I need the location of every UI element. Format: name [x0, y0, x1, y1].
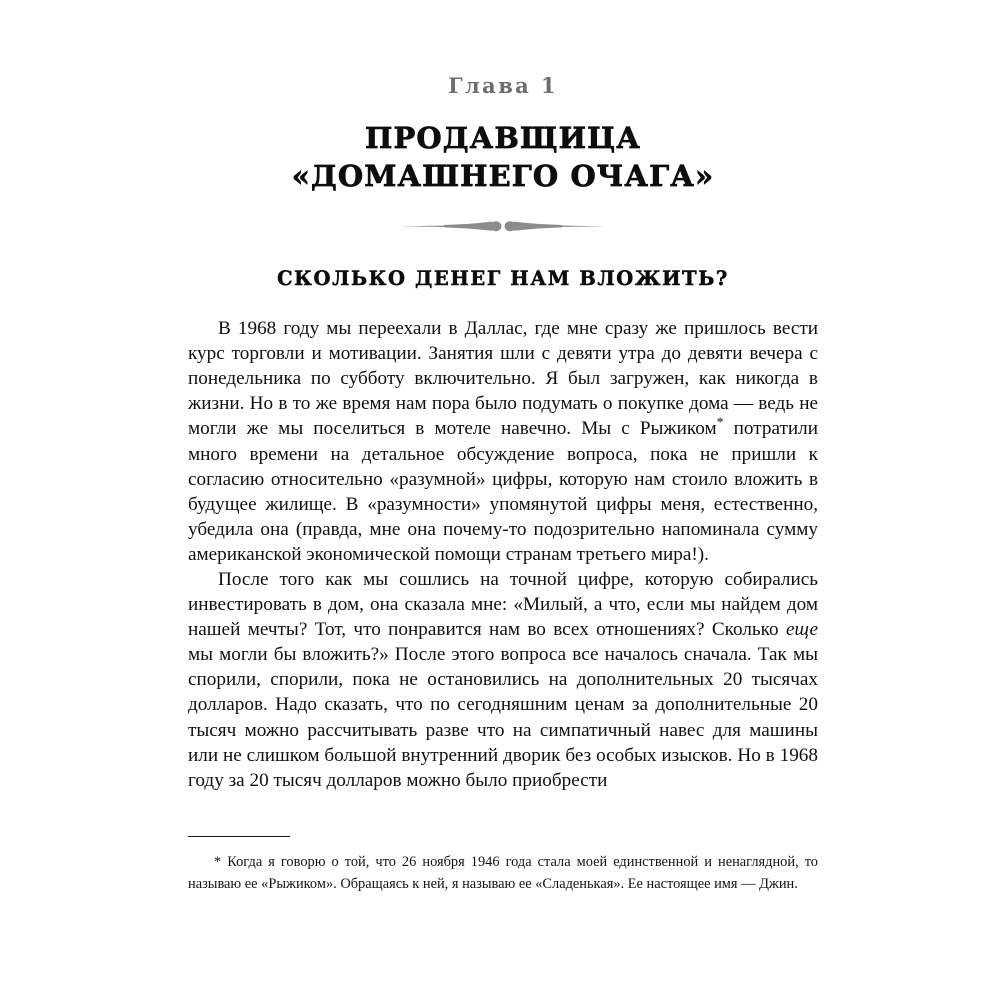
- paragraph-2: [188, 567, 818, 793]
- footnote-reference-marker[interactable]: *: [716, 415, 724, 431]
- footnote-block: [188, 836, 818, 895]
- footnote-separator-rule: [188, 836, 290, 837]
- paragraph-2-emphasized-word: еще: [786, 619, 818, 641]
- section-heading: СКОЛЬКО ДЕНЕГ НАМ ВЛОЖИТЬ?: [277, 267, 729, 291]
- chapter-title-line-1: ПРОДАВЩИЦА: [365, 121, 641, 156]
- page-content-column: [188, 0, 818, 793]
- flourish-divider-icon: [188, 215, 818, 237]
- footnote-text: * Когда я говорю о той, что 26 ноября 1946 года стала моей единственной и ненаглядной, то называю ее «Рыжиком». Обращаясь к ней, я называю ее «Сладенькая». Ее настоящее имя — Джин.: [188, 854, 818, 893]
- paragraph-1: [188, 316, 818, 567]
- chapter-title: [188, 119, 818, 196]
- paragraph-1-text-part-1: В 1968 году мы переехали в Даллас, где мне сразу же пришлось вести курс торговли и мотивации. Занятия шли с девяти утра до девяти вечера с понедельника по субботу включительно. Я был загружен, как никогда в жизни. Но в то же время нам пора было подумать о покупке дома — ведь не могли же мы поселиться в мотеле навечно. Мы с Рыжиком: [188, 318, 818, 440]
- paragraph-1-text-part-2: потратили много времени на детальное обсуждение вопроса, пока не пришли к согласию относительно «разумной» цифры, которую нам стоило вложить в будущее жилище. В «разумности» упомянутой цифры меня, естественно, убедила она (правда, мне она почему-то подозрительно напоминала сумму американской экономической помощи странам третьего мира!).: [188, 418, 818, 565]
- chapter-label: Глава 1: [448, 73, 558, 98]
- chapter-title-line-2: «ДОМАШНЕГО ОЧАГА»: [291, 159, 715, 194]
- paragraph-2-text-part-2: мы могли бы вложить?» После этого вопроса все началось сначала. Так мы спорили, спорили, пока не остановились на дополнительных 20 тысячах долларов. Надо сказать, что по сегодняшним ценам за дополнительные 20 тысяч можно рассчитывать разве что на симпатичный навес для машины или не слишком большой внутренний дворик без особых изысков. Но в 1968 году за 20 тысяч долларов можно было приобрести: [188, 644, 818, 791]
- body-text: [188, 316, 818, 793]
- paragraph-2-text-part-1: После того как мы сошлись на точной цифре, которую собирались инвестировать в дом, она сказала мне: «Милый, а что, если мы найдем дом нашей мечты? Тот, что понравится нам во всех отношениях? Сколько: [188, 568, 818, 641]
